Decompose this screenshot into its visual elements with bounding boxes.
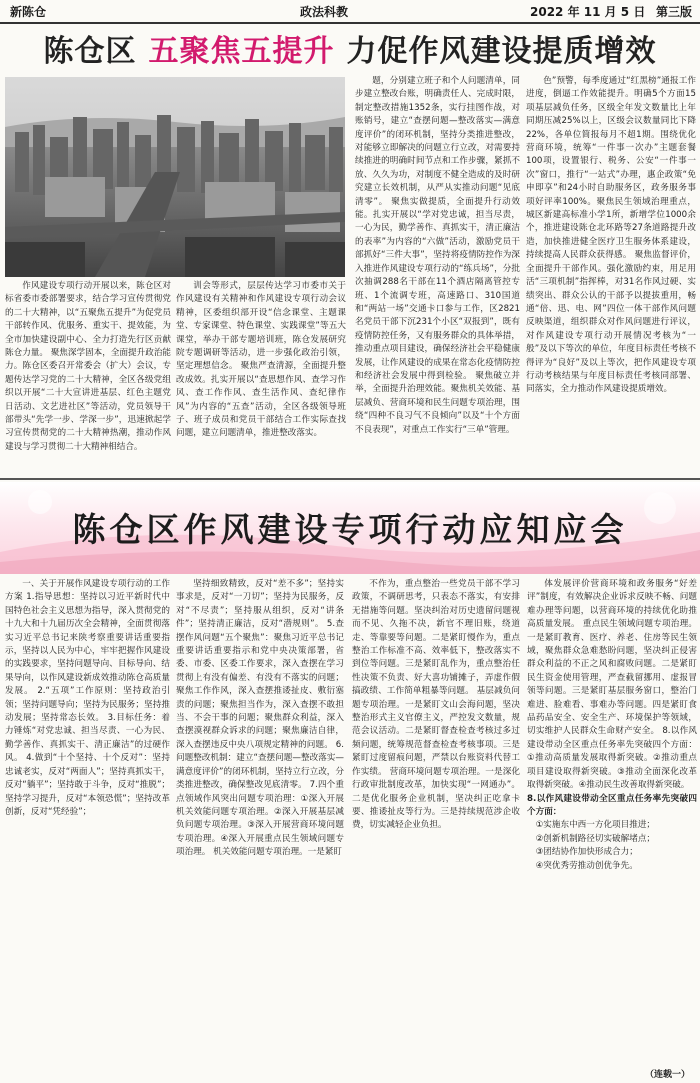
section-name: 政法科教 [300,4,349,19]
article1-col3-text: 题，分别建立班子和个人问题清单，同步建立整改台账，明确责任人、完成时限，制定整改措施1352条，实行挂图作战，对账销号，建立“查摆问题—整改落实—满意度评价”的闭环机制，坚持分类推进整改，对能够立即解决的问题立行立改，对需要持续推进的明确时间节点和工作步骤，紧抓不放、久久为功，对制度不健全造成的及时研究建立长效机制，从严从实推动问题“见底清零”。 聚焦实做提质，全面提升行动效能。扎实开展以“学对党忠诚，担当尽责，一心为民，勤学善作、真抓实干，清正廉洁的表率”为内容的“六做”活动，激励党员干部抓好“三件大事”，坚持将疫情防控作为深入推进作风建设专项行动的“练兵场”，分批次抽调288名干部在11个酒店隔离管控专班、1个流调专班，高速路口、310国道和“两站一场”交通卡口参与工作，区2821名党员干部下沉231个小区“双报到”，既有疫情防控任务，又有服务群众的具体举措，推动重点项目建设，确保经济社会平稳健康发展，让作风建设的成果在常态化疫情防控和经济社会发展中得到检验。 聚焦破立并举，全面提升治理效能。聚焦机关效能、基层减负、营商环境和民生问题专项治理，围绕“四种不良习气不良倾向”以及“十个方面不良表现”，对重点工作实行“三单”管理。 [355,76,520,435]
page-number: 第三版 [655,4,692,19]
headline-part-c: 力促作风建设提质增效 [346,34,657,69]
article1-column-2 [176,280,346,472]
secondary-headline: 陈仓区作风建设专项行动应知应会 [72,510,628,549]
article2-col4-text: 体发展评价营商环境和政务服务“好差评”制度，有效解决企业诉求反映不畅、问题难办理等问题，以营商环境的持续优化助推高质量发展。 重点民生领域问题专项治理。一是紧盯教育、医疗、养老、住房等民生领域，聚焦群众急难愁盼问题，坚决纠正侵害群众利益的不正之风和腐败问题。二是紧盯民生资金使用管理，严查截留挪用、虚报冒领等问题。三是紧盯基层服务窗口，整治门难进、脸难看、事难办等问题。四是紧盯食品药品安全、安全生产、环境保护等领域，切实维护人民群众生命财产安全。 8.以作风建设带动全区重点任务率先突破四个方面： ①推动高质量发展取得新突破。②推动重点项目建设取得新突破。③推动全面深化改革取得新突破。④推动民生改善取得新突破。 [527,579,697,791]
article1-column-4 [526,75,696,475]
masthead [0,0,700,24]
list-item: ①实施东中西一方化项目推进； [535,820,656,831]
article1-column-1 [5,280,171,472]
article2-col2-text: 坚持细致精致，反对“差不多”；坚持实事求是，反对“一刀切”；坚持为民服务，反对“不尽责”；坚持服从组织，反对“讲条件”；坚持清正廉洁，反对“潜规则”。 5.查摆作风问题“五个聚焦”：聚焦习近平总书记重要讲话重要指示和党中央决策部署，省委、市委、区委工作要求，深入查摆在学习贯彻上有没有偏差、有没有不落实的问题；聚焦工作作风，深入查摆推诿扯皮、敷衍塞责的问题；聚焦担当作为，深入查摆不敢担当、不会干事的问题；聚焦群众利益，深入查摆漠视群众诉求的问题；聚焦廉洁自律，深入查摆违反中央八项规定精神的问题。 6.问题整改机制：建立“查摆问题—整改落实—满意度评价”的闭环机制，坚持立行立改，分类推进整改，确保整改见底清零。 7.四个重点领域作风突出问题专项治理：①深入开展机关效能问题专项治理。②深入开展基层减负问题专项治理。③深入开展营商环境问题专项治理。④深入开展重点民生领域问题专项治理。 机关效能问题专项治理。一是紧盯 [176,579,344,858]
paper-name: 新陈仓 [10,4,47,19]
continued-label: （连载一） [644,1070,690,1080]
headline-part-a: 陈仓区 [43,34,137,69]
city-aerial-photo [5,77,345,277]
col8-subheading: 8.以作风建设带动全区重点任务率先突破四个方面： [527,793,697,817]
article2-column-3 [352,578,520,1066]
article1-col4-text: 色”预警，每季度通过“红黑榜”通报工作进度，倒逼工作效能提升。明确5个方面15项基层减负任务，区级全年发文数量比上年同期压减25%以上，区级会议数量同比下降22%，各单位简报每月不超1期。围绕优化营商环境，统筹“一件事一次办”主题套餐100项，设置银行、税务、公安“一件事一次”窗口，推行“一站式”办理，惠企政策“免申即享”和24小时自助服务区，政务服务事项好评率100%。聚焦民生领域治理重点，城区新建高标准小学1所，新增学位1000余个，推进建设陈仓北环路等27条道路提升改造，加快推进健全医疗卫生服务体系建设，持续提高人民群众获得感。 聚焦监督评价，全面提升干部作风。强化激励约束，用足用活“三项机制”指挥棒，对31名作风过硬、实绩突出、群众公认的干部予以提拔重用，畅通“倍、迅、电、网”四位一体干部作风问题反映渠道，组织群众对作风问题进行评议，对作风建设专项行动开展情况考核为“一般”及以下等次的单位，年度目标责任考核不得评为“良好”及以上等次，把作风建设专项行动考核结果与年度目标责任考核同部署、同落实，全力推动作风建设提质增效。 [526,76,696,395]
list-item: ④突优秀劳推动创优争先。 [535,860,638,871]
list-item: ③团结协作加快形成合力； [535,847,638,858]
article2-column-1 [5,578,170,1066]
article2-column-2 [176,578,344,1066]
article2-col1-text: 一、关于开展作风建设专项行动的工作方案 1.指导思想：坚持以习近平新时代中国特色社会主义思想为指导，深入贯彻党的十九大和十九届历次全会精神，全面贯彻落实习近平总书记来陕考察重要讲话重要指示，坚持以人民为中心，牢牢把握作风建设的实践要求，坚持问题导向、目标导向、结果导向，以作风建设新成效推动陈仓高质量发展。 2.“五项”工作原则：坚持政治引领；坚持问题导向；坚持为民服务；坚持推动发展；坚持常态长效。 3.目标任务：着力锤炼“对党忠诚、担当尽责、一心为民、勤学善作、真抓实干、清正廉洁”的过硬作风。 4.做到“十个坚持、十个反对”：坚持忠诚老实，反对“两面人”；坚持真抓实干，反对“躺平”；坚持敢于斗争，反对“推脱”；坚持学习提升，反对“本领恐慌”；坚持改革创新，反对“凭经验”； [5,579,170,817]
secondary-banner [0,482,700,574]
article1-col2-text: 训会等形式，层层传达学习市委市关于作风建设有关精神和作风建设专项行动会议精神，区委组织部开设“信念课堂、主题课堂、专家课堂、特色课堂、实践课堂”等五大课堂，举办干部专题培训班，陈仓发展研究院专题调研等活动，进一步强化政治引领，坚定理想信念。 聚焦严查清源，全面提升整改成效。扎实开展以“查思想作风、查学习作风、查工作作风、查生活作风、查纪律作风”为内容的“五查”活动，全区各级领导班子、班子成员和党员干部结合工作实际查找问题，建立问题清单，推进整改落实。 [176,281,346,439]
headline-part-b: 五聚焦五提升 [148,34,335,69]
list-item: ②创新机制路径切实破解堵点； [535,833,656,844]
issue-date: 2022 年 11 月 5 日 [530,4,646,19]
main-headline [0,26,700,70]
article1-col1-text: 作风建设专项行动开展以来，陈仓区对标省委市委部署要求，结合学习宣传贯彻党的二十大精神，以“五聚焦五提升”为促党员干部转作风、优服务、重实干、提效能，为全市加快建设副中心、全力打造先行区贡献陈仓力量。 聚焦深学固本，全面提升政治能力。陈仓区委召开常委会（扩大）会议，专题传达学习党的二十大精神，全区各级党组织以开展“二十大宣讲进基层、红色主题党日活动、文艺进社区”等活动，党员领导干部带头“先学一步、学深一步”，迅速掀起学习宣传贯彻党的二十大精神热潮，推动作风建设与学习贯彻二十大精神相结合。 [5,281,171,452]
article2-col3-text: 不作为，重点整治一些党员干部不学习政策，不调研思考，只表态不落实，有安排无措施等问题。坚决纠治对历史遗留问题视而不见、久拖不决，新官不理旧账，绕道走、等靠要等问题。二是紧盯慢作为，重点整治工作标准不高、效率低下，整改落实不到位等问题。三是紧盯乱作为，重点整治任性决策不负责、好大喜功铺摊子，弄虚作假搞政绩、工作简单粗暴等问题。 基层减负问题专项治理。一是紧盯文山会海问题，坚决整治形式主义官僚主义，严控发文数量，规范会议活动。二是紧盯督查检查考核过多过频问题，统筹规范督查检查考核事项。三是紧盯过度留痕问题，严禁以台账资料代替工作实绩。 营商环境问题专项治理。一是深化行政审批制度改革，加快实现“一网通办”。二是优化服务企业机制，坚决纠正吃拿卡要、推诿扯皮等行为。三是持续规范涉企收费，切实减轻企业负担。 [352,579,520,831]
section-divider [0,478,700,480]
city-aerial-illustration [5,77,345,277]
article1-column-3 [355,75,520,475]
article2-column-4 [527,578,697,1066]
